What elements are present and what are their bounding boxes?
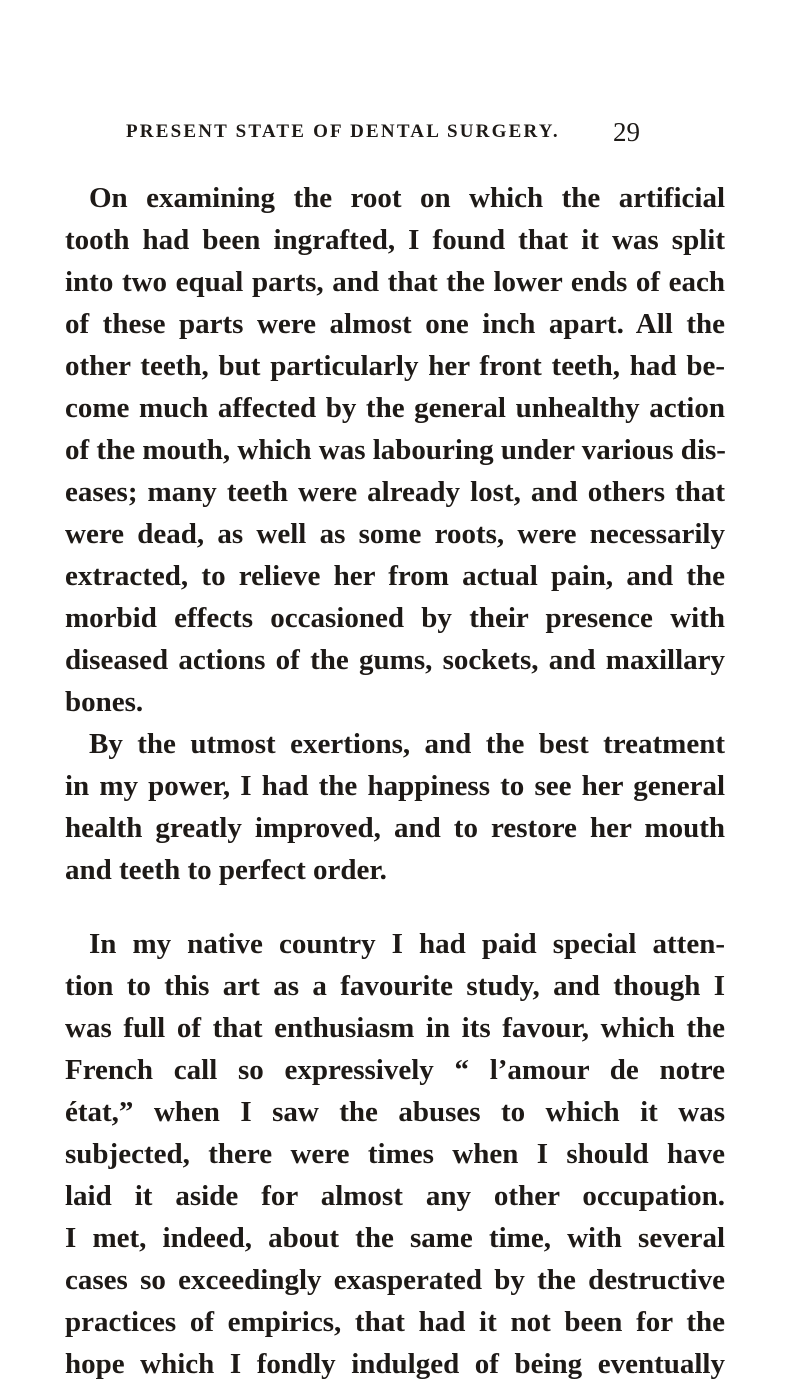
text-line: of the mouth, which was labouring under various dis- <box>65 434 726 466</box>
text-line: eases; many teeth were already lost, and others that <box>65 476 725 508</box>
text-line: cases so exceedingly exasperated by the destructive <box>65 1264 725 1296</box>
text-line: état,” when I saw the abuses to which it was <box>65 1096 725 1128</box>
text-line: hope which I fondly indulged of being eventually <box>65 1348 725 1380</box>
text-line: practices of empirics, that had it not been for the <box>65 1306 725 1338</box>
running-head-title: PRESENT STATE OF DENTAL SURGERY. <box>126 121 560 142</box>
text-line: tion to this art as a favourite study, and though I <box>65 970 725 1002</box>
text-line: was full of that enthusiasm in its favour, which the <box>65 1012 725 1044</box>
text-line: and teeth to perfect order. <box>65 854 387 886</box>
text-line: French call so expressively “ l’amour de notre <box>65 1054 725 1086</box>
text-line: In my native country I had paid special atten- <box>89 928 725 960</box>
text-line: bones. <box>65 686 144 718</box>
text-line: of these parts were almost one inch apart. All the <box>65 308 725 340</box>
text-line: On examining the root on which the artificial <box>89 182 725 214</box>
text-line: health greatly improved, and to restore her mouth <box>65 812 725 844</box>
text-line: morbid effects occasioned by their presence with <box>65 602 725 634</box>
text-line: were dead, as well as some roots, were necessarily <box>65 518 725 550</box>
text-line: By the utmost exertions, and the best treatment <box>89 728 725 760</box>
text-line: laid it aside for almost any other occupation. <box>65 1180 725 1212</box>
text-line: other teeth, but particularly her front teeth, had be- <box>65 350 725 382</box>
text-line: into two equal parts, and that the lower ends of each <box>65 266 725 298</box>
text-line: come much affected by the general unhealthy action <box>65 392 725 424</box>
text-line: subjected, there were times when I should have <box>65 1138 725 1170</box>
text-line: tooth had been ingrafted, I found that it was split <box>65 224 725 256</box>
text-line: in my power, I had the happiness to see her general <box>65 770 725 802</box>
text-line: diseased actions of the gums, sockets, and maxillary <box>65 644 725 676</box>
running-head <box>126 117 640 151</box>
text-line: I met, indeed, about the same time, with several <box>65 1222 725 1254</box>
page-number: 29 <box>613 117 640 147</box>
text-line: extracted, to relieve her from actual pain, and the <box>65 560 725 592</box>
